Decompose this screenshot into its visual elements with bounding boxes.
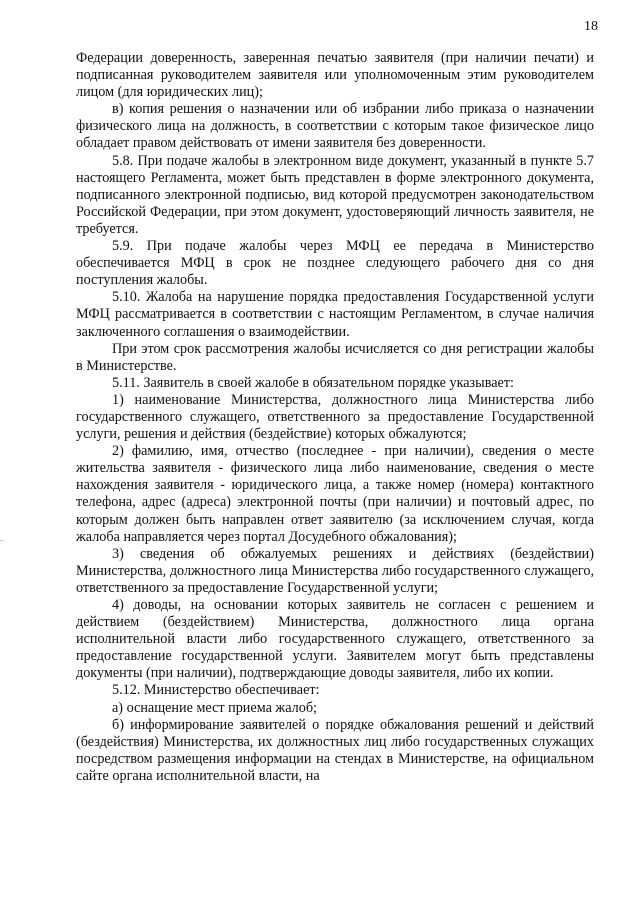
paragraph-5-9: 5.9. При подаче жалобы через МФЦ ее передача в Министерство обеспечивается МФЦ в срок не позднее следующего рабочего дня со дня поступления жалобы.	[76, 238, 594, 289]
paragraph-5-12: 5.12. Министерство обеспечивает:	[112, 682, 320, 699]
document-body	[76, 50, 594, 785]
paragraph-item-v: в) копия решения о назначении или об избрании либо приказа о назначении физического лица на должность, в соответствии с которым такое физическое лицо обладает правом действовать от имени заявителя без доверенности.	[76, 101, 594, 152]
paragraph-5-11-item-1: 1) наименование Министерства, должностного лица Министерства либо государственного служащего, ответственного за предоставление Государственной услуги, решения и действия (бездействие) которых обжалуются;	[76, 391, 594, 443]
paragraph-5-11-item-2: 2) фамилию, имя, отчество (последнее - при наличии), сведения о месте жительства заявителя - физического лица либо наименование, сведения о месте нахождения заявителя - юридического лица, а также номер (номера) контактного телефона, адрес (адреса) электронной почты (при наличии) и почтовый адрес, по которым должен быть направлен ответ заявителю (за исключением случая, когда жалоба направляется через портал Досудебного обжалования);	[76, 443, 594, 545]
paragraph-5-11-item-4: 4) доводы, на основании которых заявитель не согласен с решением и действием (бездействием) Министерства, должностного лица органа исполнительной власти либо государственного служащего, ответственного за предоставление государственной услуги. Заявителем могут быть представлены документы (при наличии), подтверждающие доводы заявителя, либо их копии.	[76, 597, 594, 682]
paragraph-5-12-item-b: б) информирование заявителей о порядке обжалования решений и действий (бездействия) Министерства, их должностных лиц либо государственных служащих посредством размещения информации на стендах в Министерстве, на официальном сайте органа исполнительной власти, на	[76, 716, 594, 784]
paragraph-continuation: Федерации доверенность, заверенная печатью заявителя (при наличии печати) и подписанная руководителем заявителя или уполномоченным этим руководителем лицом (для юридических лиц);	[76, 50, 594, 101]
paragraph-5-12-item-a: а) оснащение мест приема жалоб;	[112, 699, 317, 716]
paragraph-5-8: 5.8. При подаче жалобы в электронном виде документ, указанный в пункте 5.7 настоящего Регламента, может быть представлен в форме электронного документа, подписанного электронной подписью, вид которой предусмотрен законодательством Российской Федерации, при этом документ, удостоверяющий личность заявителя, не требуется.	[76, 152, 594, 237]
margin-mark	[0, 540, 4, 542]
paragraph-5-11-item-3: 3) сведения об обжалуемых решениях и действиях (бездействии) Министерства, должностного лица Министерства либо государственного служащего, ответственного за предоставление Государственной услуги;	[76, 545, 594, 596]
paragraph-5-11: 5.11. Заявитель в своей жалобе в обязательном порядке указывает:	[112, 374, 514, 391]
page-number: 18	[584, 19, 598, 34]
paragraph-5-10: 5.10. Жалоба на нарушение порядка предоставления Государственной услуги МФЦ рассматривается в соответствии с настоящим Регламентом, в случае наличия заключенного соглашения о взаимодействии.	[76, 289, 594, 340]
paragraph-review-term: При этом срок рассмотрения жалобы исчисляется со дня регистрации жалобы в Министерстве.	[76, 340, 594, 374]
